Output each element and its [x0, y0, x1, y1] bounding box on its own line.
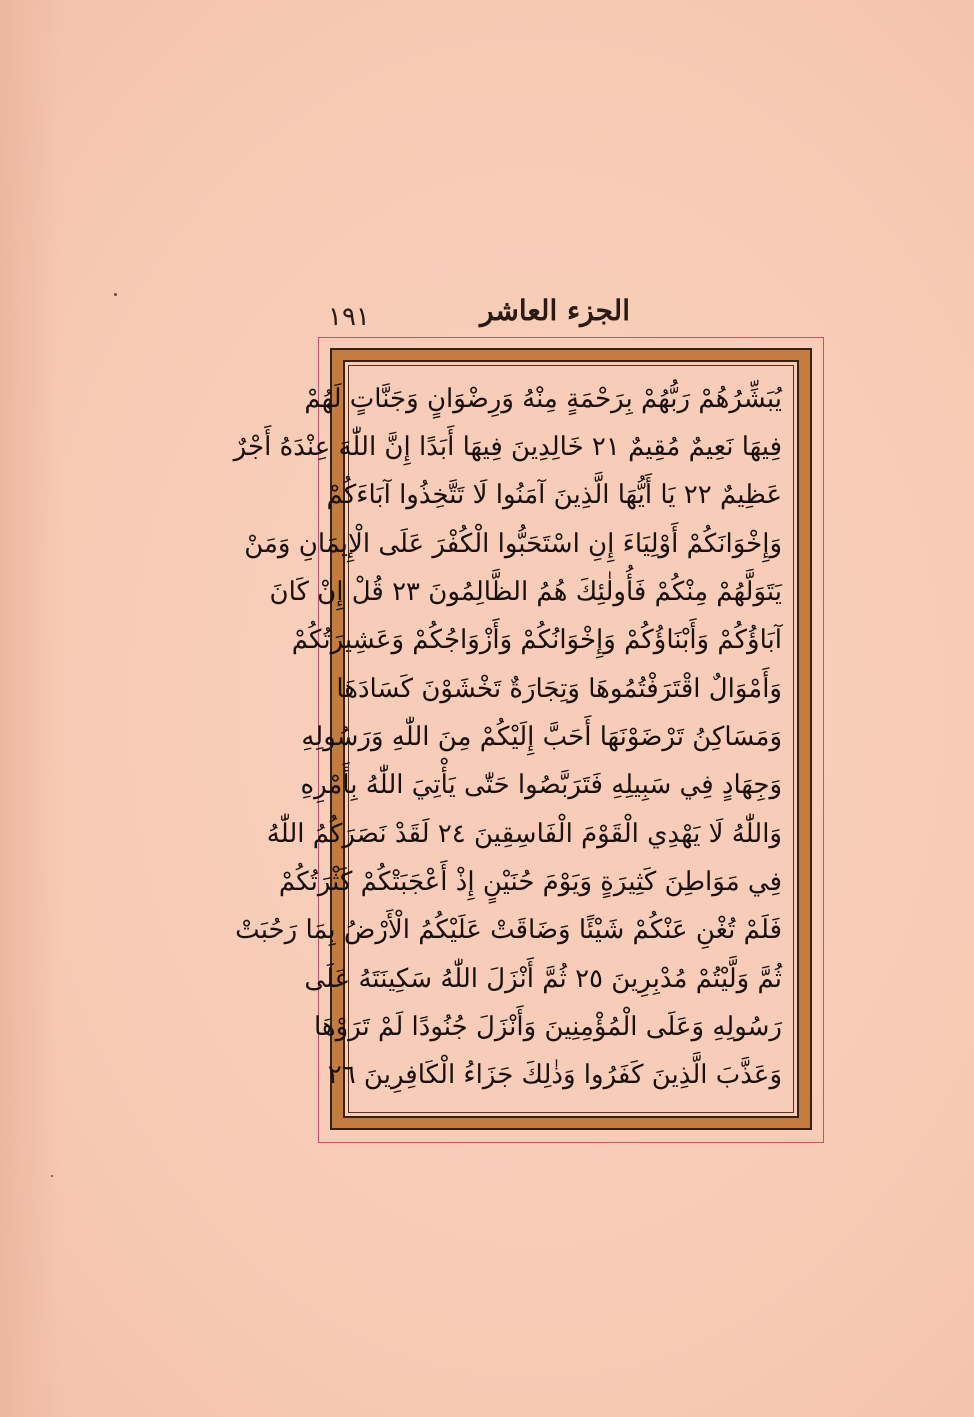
- paper-speck: [114, 293, 117, 296]
- verse-line: رَسُولِهِ وَعَلَى الْمُؤْمِنِينَ وَأَنْزَلَ جُنُودًا لَمْ تَرَوْهَا: [314, 1012, 782, 1042]
- verse-line: وَعَذَّبَ الَّذِينَ كَفَرُوا وَذٰلِكَ جَزَاءُ الْكَافِرِينَ ٢٦: [327, 1060, 782, 1090]
- verse-line: وَجِهَادٍ فِي سَبِيلِهِ فَتَرَبَّصُوا حَتّٰى يَأْتِيَ اللّٰهُ بِأَمْرِهِ: [300, 770, 782, 800]
- verse-line: ثُمَّ وَلَّيْتُمْ مُدْبِرِينَ ٢٥ ثُمَّ أَنْزَلَ اللّٰهُ سَكِينَتَهُ عَلَى: [304, 964, 782, 994]
- verse-line: وَاللّٰهُ لَا يَهْدِي الْقَوْمَ الْفَاسِقِينَ ٢٤ لَقَدْ نَصَرَكُمُ اللّٰهُ: [266, 819, 782, 849]
- paper-speck: [51, 1175, 53, 1177]
- verse-line: يَتَوَلَّهُمْ مِنْكُمْ فَأُولٰئِكَ هُمُ الظَّالِمُونَ ٢٣ قُلْ إِنْ كَانَ: [269, 577, 782, 607]
- verse-line: فِي مَوَاطِنَ كَثِيرَةٍ وَيَوْمَ حُنَيْنٍ إِذْ أَعْجَبَتْكُمْ كَثْرَتُكُمْ: [278, 867, 782, 897]
- verse-line: فَلَمْ تُغْنِ عَنْكُمْ شَيْئًا وَضَاقَتْ عَلَيْكُمُ الْأَرْضُ بِمَا رَحُبَتْ: [235, 915, 782, 945]
- verse-line: يُبَشِّرُهُمْ رَبُّهُمْ بِرَحْمَةٍ مِنْهُ وَرِضْوَانٍ وَجَنَّاتٍ لَهُمْ: [304, 384, 782, 414]
- verse-line: وَأَمْوَالٌ اقْتَرَفْتُمُوهَا وَتِجَارَةٌ تَخْشَوْنَ كَسَادَهَا: [336, 674, 782, 704]
- page-binding-shadow: [0, 0, 60, 1417]
- verse-line: فِيهَا نَعِيمٌ مُقِيمٌ ٢١ خَالِدِينَ فِيهَا أَبَدًا إِنَّ اللّٰهَ عِنْدَهُ أَجْرٌ: [233, 432, 782, 462]
- verse-line: وَمَسَاكِنُ تَرْضَوْنَهَا أَحَبَّ إِلَيْكُمْ مِنَ اللّٰهِ وَرَسُولِهِ: [301, 722, 782, 752]
- juz-title: الجزء العاشر: [479, 294, 630, 327]
- verse-line: وَإِخْوَانَكُمْ أَوْلِيَاءَ إِنِ اسْتَحَبُّوا الْكُفْرَ عَلَى الْإِيمَانِ وَمَنْ: [244, 529, 782, 559]
- verse-line: عَظِيمٌ ٢٢ يَا أَيُّهَا الَّذِينَ آمَنُوا لَا تَتَّخِذُوا آبَاءَكُمْ: [326, 480, 782, 510]
- verse-text-block: [233, 376, 782, 1102]
- verse-line: آبَاؤُكُمْ وَأَبْنَاؤُكُمْ وَإِخْوَانُكُمْ وَأَزْوَاجُكُمْ وَعَشِيرَتُكُمْ: [291, 625, 782, 655]
- page-number: ١٩١: [328, 302, 370, 332]
